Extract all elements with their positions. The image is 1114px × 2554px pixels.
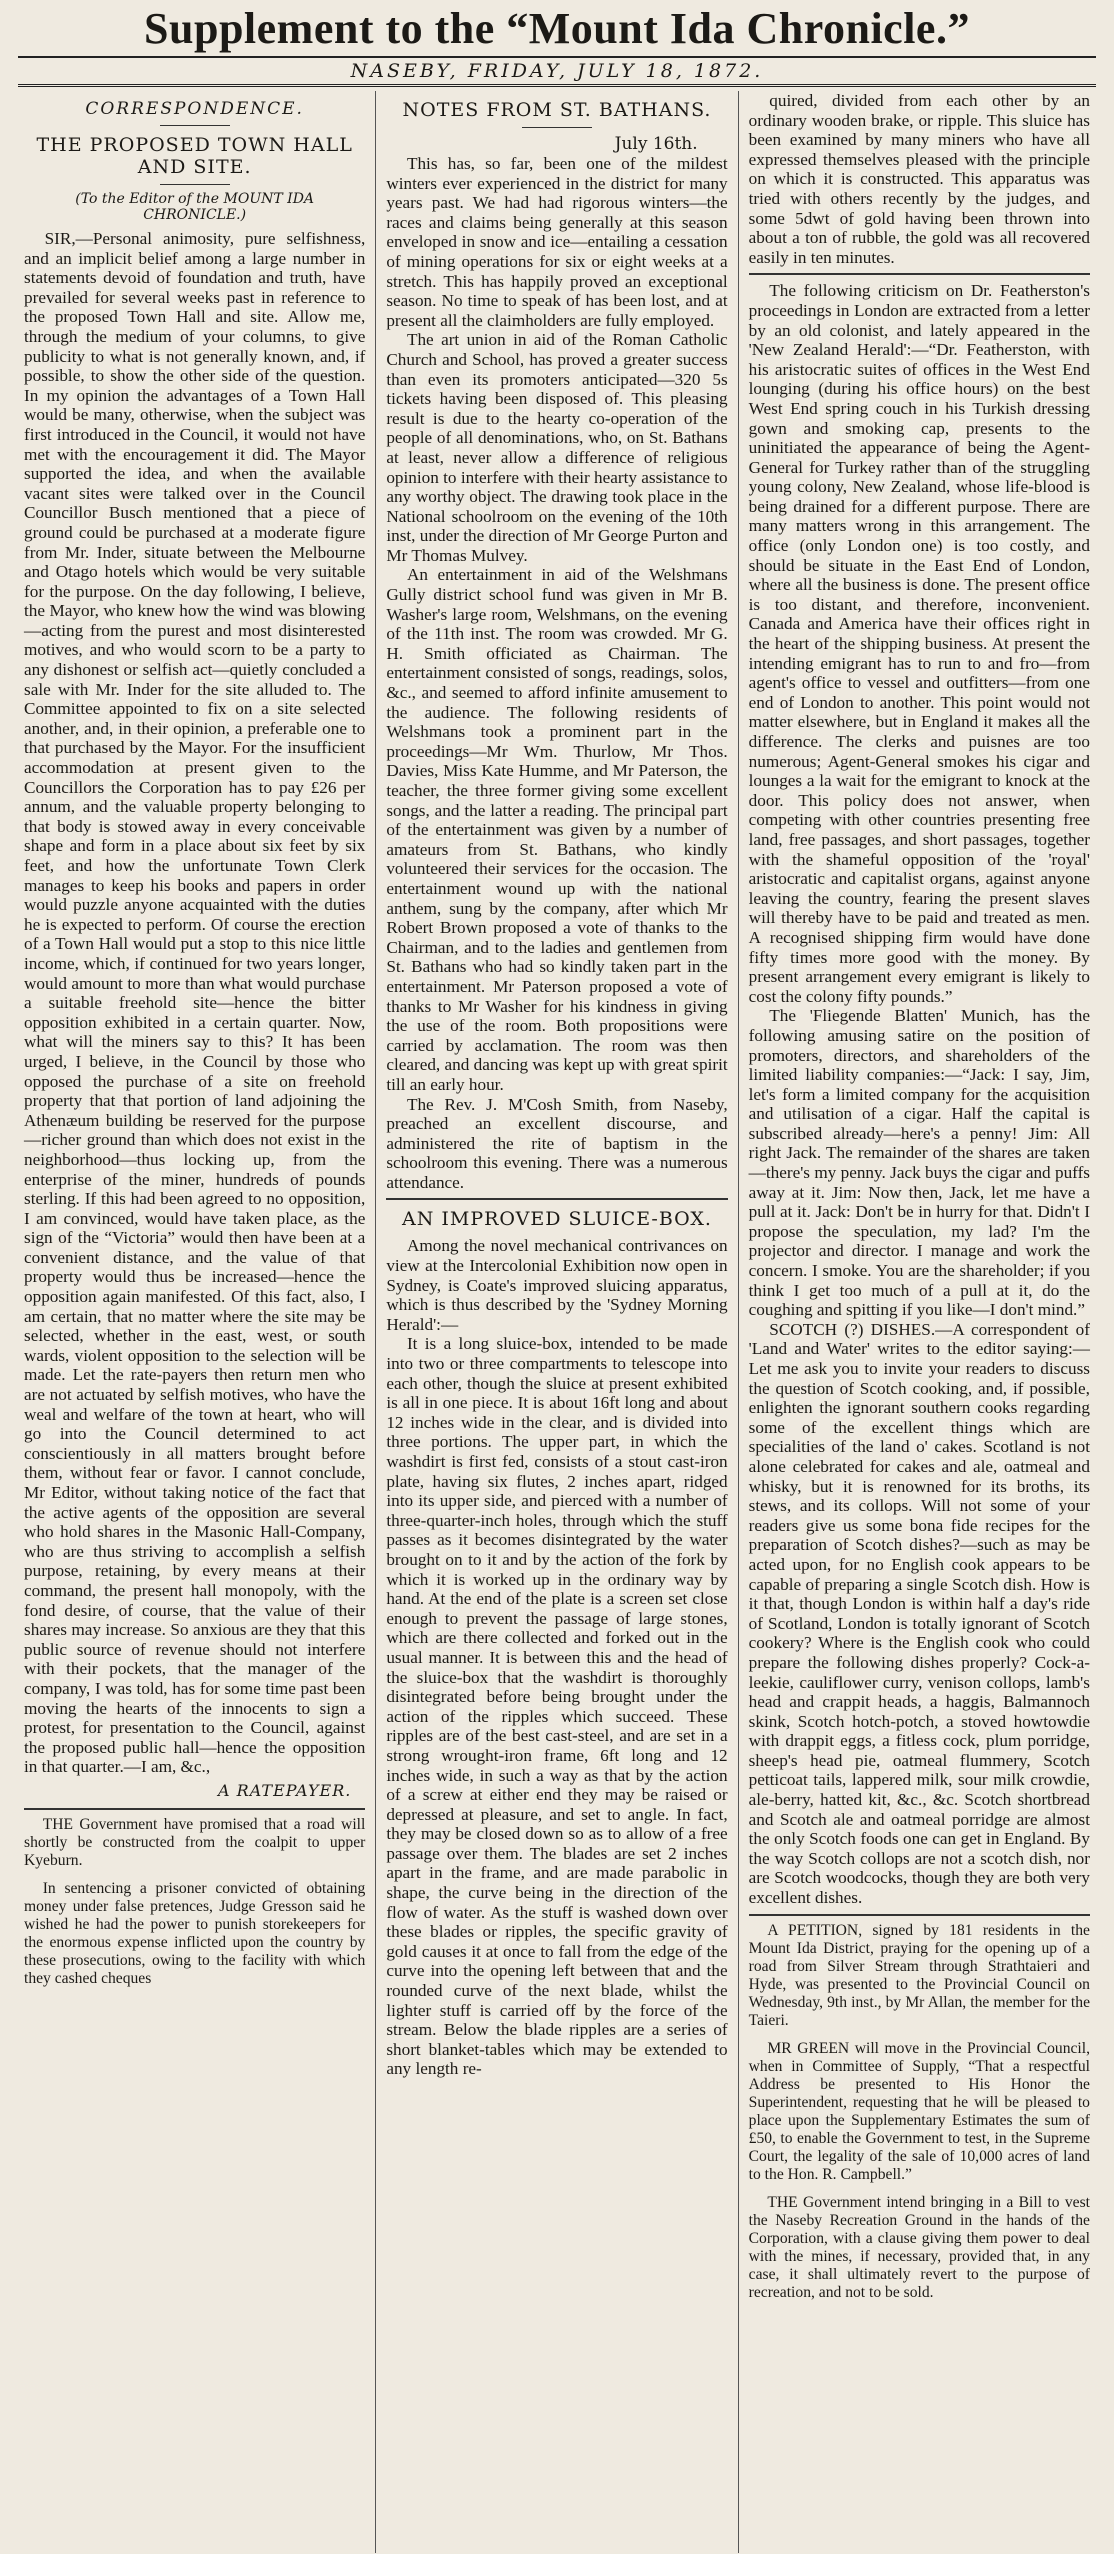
article-headline: AN IMPROVED SLUICE-BOX. [402,1208,712,1231]
news-item: A PETITION, signed by 181 residents in the Mount Ida District, praying for the opening up of a road from Silver Stream through Strathtaieri and Hyde, was presented to the Provincial Council on Wednesday, 9th inst., by Mr Allan, the member for the Taieri. [748,1921,1090,2029]
dateline: NASEBY, FRIDAY, JULY 18, 1872. [18,56,1096,87]
divider [749,273,1090,275]
section-heading: CORRESPONDENCE. [85,99,304,119]
column-1 [14,91,375,2553]
news-item: In sentencing a prisoner convicted of obtaining money under false pretences, Judge Gresson said he wished he had the power to punish storekeepers for the enormous expense inflicted upon the country by these prosecutions, owing to the facility with which they cashed cheques [24,1879,366,1987]
paragraph: This has, so far, been one of the mildest winters ever experienced in the district for many years past. We had had rigorous winters—the races and claims being generally at this season enveloped in snow and ice—entailing a cessation of mining operations for six or eight weeks at a stretch. This has happily proved an exceptional season. No time to speak of has been lost, and at present all the claimholders are fully employed. [386,154,728,330]
article-headline: THE PROPOSED TOWN HALL AND SITE. [36,134,353,178]
paragraph: It is a long sluice-box, intended to be made into two or three compartments to telescope into each other, though the sluice at present exhibited is all in one piece. It is about 16ft long and about 12 inches wide in the clear, and is divided into three portions. The upper part, in which the washdirt is first fed, consists of a stout cast-iron plate, having six flutes, 2 inches apart, ridged into its upper side, and pierced with a number of three-quarter-inch holes, through which the stuff passes as it becomes disintegrated by the water brought on to it and by the action of the fork by which it is worked up in the ordinary way by hand. At the end of the plate is a screen set close enough to prevent the passage of large stones, which are there collected and forked out in the usual manner. It is between this and the head of the sluice-box that the washdirt is thoroughly disintegrated before being brought under the action of the ripples which succeed. These ripples are of the best cast-steel, and are set in a strong wrought-iron frame, 6ft long and 12 inches wide, in such a way as that by the action of a screw at either end they may be raised or depressed at pleasure, and set to angle. In fact, they may be closed down so as to allow of a free passage over them. The blades are set 2 inches apart in the frame, and are made parabolic in shape, the curve being in the direction of the flow of water. As the stuff is washed down over these blades or ripples, the specific gravity of gold causes it at once to fall from the edge of the curve into the opening left between that and the rounded curve of the next blade, whilst the lighter stuff is carried off by the force of the stream. Below the blade ripples are a series of short blanket-tables which may be extended to any length re- [386,1334,728,2079]
divider [386,1198,727,1200]
news-item: MR GREEN will move in the Provincial Council, when in Committee of Supply, “That a respectful Address be presented to His Honor the Superintendent, requesting that he will be pleased to place upon the Supplementary Estimates the sum of £50, to enable the Government to test, in the Supreme Court, the legality of the sale of 10,000 acres of land to the Hon. R. Campbell.” [748,2039,1090,2183]
paragraph: An entertainment in aid of the Welshmans Gully district school fund was given in Mr B. Washer's large room, Welshmans, on the evening of the 11th inst. The room was crowded. Mr G. H. Smith officiated as Chairman. The entertainment consisted of songs, readings, solos, &c., and seemed to afford infinite amusement to the audience. The following residents of Welshmans took a prominent part in the proceedings—Mr Wm. Thurlow, Mr Thos. Davies, Miss Kate Humme, and Mr Paterson, the teacher, the three former giving some excellent songs, and the latter a reading. The principal part of the entertainment was given by a number of amateurs from St. Bathans, who kindly volunteered their services for the occasion. The entertainment wound up with the national anthem, sung by the company, after which Mr Robert Brown proposed a vote of thanks to the Chairman, and to the ladies and gentlemen from St. Bathans who had so kindly taken part in the entertainment. Mr Paterson proposed a vote of thanks to Mr Washer for his kindness in giving the use of the room. Both propositions were carried by acclamation. The room was then cleared, and dancing was kept up with great spirit till an early hour. [386,565,728,1094]
article-date: July 16th. [614,134,698,154]
paragraph: The 'Fliegende Blatten' Munich, has the following amusing satire on the position of promoters, directors, and shareholders of the limited liability companies:—“Jack: I say, Jim, let's form a limited company for the acquisition and utilisation of a cigar. Half the capital is subscribed already—here's a penny! Jim: All right Jack. The remainder of the shares are taken—there's my penny. Jack buys the cigar and puffs away at it. Jim: Now then, Jack, let me have a pull at it. Jack: Don't be in hurry for that. Didn't I propose the speculation, my lad? I'm the projector and director. I manage and work the concern. I smoke. You are the shareholder; if you think I get too much of a pull at it, do the coughing and spitting if you like—I don't mind.” [748,1006,1090,1320]
letter-body: SIR,—Personal animosity, pure selfishness, and an implicit belief among a large number in statements devoid of foundation and truth, have prevailed for several weeks past in reference to the proposed Town Hall and site. Allow me, through the medium of your columns, to give publicity to what is not generally known, and, if possible, to show the other side of the question. In my opinion the advantages of a Town Hall would be many, otherwise, when the subject was first introduced in the Council, it would not have met with the encouragement it did. The Mayor supported the idea, and when the available vacant sites were talked over in the Council Councillor Busch mentioned that a piece of ground could be purchased at a moderate figure from Mr. Inder, situate between the Melbourne and Otago hotels which would be very suitable for the purpose. On the day following, I believe, the Mayor, who knew how the wind was blowing—acting from the purest and most disinterested motives, and who would scorn to be a party to any dishonest or selfish act—quietly concluded a sale with Mr. Inder for the site alluded to. The Committee appointed to fix on a site selected another, and, in their opinion, a preferable one to that purchased by the Mayor. For the insufficient accommodation at present given to the Councillors the Corporation has to pay £26 per annum, and the valuable property belonging to that body is stowed away in every conceivable shape and form in a place about six feet by six feet, and how the unfortunate Town Clerk manages to keep his books and papers in order would puzzle anyone acquainted with the duties he is expected to perform. Of course the erection of a Town Hall would put a stop to this nice little income, which, if continued for two years longer, would amount to more than what would purchase a suitable freehold site—hence the bitter opposition exhibited in a certain quarter. Now, what will the miners say to this? It has been urged, I believe, in the Council by those who opposed the purchase of a site on freehold property that that portion of land adjoining the Athenæum building be reserved for the purpose—richer ground than which does not exist in the neighborhood—thus locking up, from the enterprise of the miner, hundreds of pounds sterling. If this had been agreed to no opposition, I am convinced, would have taken place, as the sign of the “Victoria” would then have been at a convenient distance, and the value of that property would thus be increased—hence the opposition again manifested. Of this fact, also, I am certain, that no matter where the site may be selected, whether in the east, west, or south wards, violent opposition to the selection will be made. Let the rate-payers then return men who are not actuated by selfish motives, who have the weal and welfare of the town at heart, who will go into the Council determined to act conscientiously in all matters brought before them, without fear or favor. I cannot conclude, Mr Editor, without taking notice of the fact that the active agents of the opposition are several who hold shares in the Masonic Hall-Company, who are thus striving to accomplish a selfish purpose, retaining, by every means at their command, the present hall monopoly, with the fond desire, of course, that the value of their shares may increase. So anxious are they that this public source of revenue should not interfere with their pockets, that the manager of the company, I was told, has for some time past been moving the hearts of the innocents to sign a protest, for presentation to the Council, against the proposed public hall—hence the opposition in that quarter.—I am, &c., [24,229,366,1777]
paragraph: quired, divided from each other by an ordinary wooden brake, or ripple. This sluice has been examined by many miners who have all expressed themselves pleased with the principle on which it is constructed. This apparatus was tried with others recently by the judges, and some 5dwt of gold having been thrown into about a ton of rubble, the gold was all recovered easily in ten minutes. [748,91,1090,267]
column-3 [738,91,1100,2553]
divider [522,127,592,128]
columns [14,91,1100,2553]
letter-signature: A RATEPAYER. [218,1780,352,1800]
divider [24,1808,365,1810]
masthead-title: Supplement to the “Mount Ida Chronicle.” [144,4,970,53]
news-item: THE Government have promised that a road will shortly be constructed from the coalpit to upper Kyeburn. [24,1815,366,1869]
paragraph: Among the novel mechanical contrivances on view at the Intercolonial Exhibition now open in Sydney, is Coate's improved sluicing apparatus, which is thus described by the 'Sydney Morning Herald':— [386,1236,728,1334]
divider [160,184,230,185]
editor-note: (To the Editor of the MOUNT IDA CHRONICLE.) [75,191,315,223]
paragraph: SCOTCH (?) DISHES.—A correspondent of 'Land and Water' writes to the editor saying:—Let me ask you to invite your readers to discuss the question of Scotch cooking, and, if possible, enlighten the ignorant southern cooks regarding some of the excellent things which are specialities of the land o' cakes. Scotland is not alone celebrated for cakes and ale, oatmeal and whisky, but it is renowned for its broths, its stews, and its collops. Will not some of your readers give us some bona fide recipes for the preparation of Scotch dishes?—such as may be acted upon, for no English cook appears to be capable of preparing a single Scotch dish. How is it that, though London is within half a day's ride of Scotland, London is totally ignorant of Scotch cookery? Where is the English cook who could prepare the following dishes properly? Cock-a-leekie, cauliflower curry, venison collops, lamb's head and crappit heads, a haggis, Balmannoch skink, Scotch hotch-potch, a stoved howtowdie with drappit eggs, a fitless cock, plum porridge, sheep's head pie, oatmeal flummery, Scotch petticoat tails, lappered milk, sour milk crowdie, ale-berry, hatted kit, &c., &c. Scotch shortbread and Scotch ale and oatmeal porridge are almost the only Scotch foods one can get in England. By the way Scotch collops are not a scotch dish, nor are Scotch woodcocks, though they are both very excellent dishes. [748,1319,1090,1908]
paragraph: The art union in aid of the Roman Catholic Church and School, has proved a greater success than even its promoters anticipated—320 5s tickets having been disposed of. This pleasing result is due to the hearty co-operation of the people of all denominations, who, on St. Bathans at least, never allow a difference of religious opinion to interfere with their hearty assistance to any worthy object. The drawing took place in the National schoolroom on the evening of the 10th inst, under the direction of Mr George Purton and Mr Thomas Mulvey. [386,330,728,565]
paragraph: The Rev. J. M'Cosh Smith, from Naseby, preached an excellent discourse, and administered the rite of baptism in the schoolroom this evening. There was a numerous attendance. [386,1094,728,1192]
column-2 [375,91,737,2553]
news-item: THE Government intend bringing in a Bill to vest the Naseby Recreation Ground in the hands of the Corporation, with a clause giving them power to deal with the mines, if necessary, provided that, in any case, it shall ultimately revert to the purpose of recreation, and not to be sold. [748,2193,1090,2301]
article-headline: NOTES FROM ST. BATHANS. [402,99,712,121]
divider [749,1914,1090,1916]
paragraph: The following criticism on Dr. Featherston's proceedings in London are extracted from a letter by an old colonist, and lately appeared in the 'New Zealand Herald':—“Dr. Featherston, with his aristocratic suites of offices in the West End lounging (during his office hours) on the best West End spring couch in his Turkish dressing gown and smoking cap, presents to the uninitiated the appearance of being the Agent-General for Turkey rather than of the struggling young colony, New Zealand, whose life-blood is being drained for a different purpose. There are many matters wrong in this arrangement. The office (only London one) is too costly, and should be situate in the East End of London, where all the business is done. The present office is too distant, and therefore, inconvenient. Canada and America have their offices right in the heart of the shipping business. At present the intending emigrant has to run to and fro—from agent's office to vessel and outfitters—from one end of London to another. This point would not matter elsewhere, but in England it makes all the difference. The clerks and puisnes are too numerous; Agent-General smokes his cigar and lounges a la wait for the emigrant to knock at the door. This policy does not answer, when competing with other countries presenting free land, free passages, and short passages, together with the shameful opposition of the 'royal' aristocratic and capitalist organs, against anyone leaving the country, fearing the present slaves will thereby have to be paid and treated as men. A recognised shipping firm would have done fifty times more good with the money. By present arrangement every emigrant is likely to cost the colony fifty pounds.” [748,281,1090,1006]
divider [160,125,230,126]
